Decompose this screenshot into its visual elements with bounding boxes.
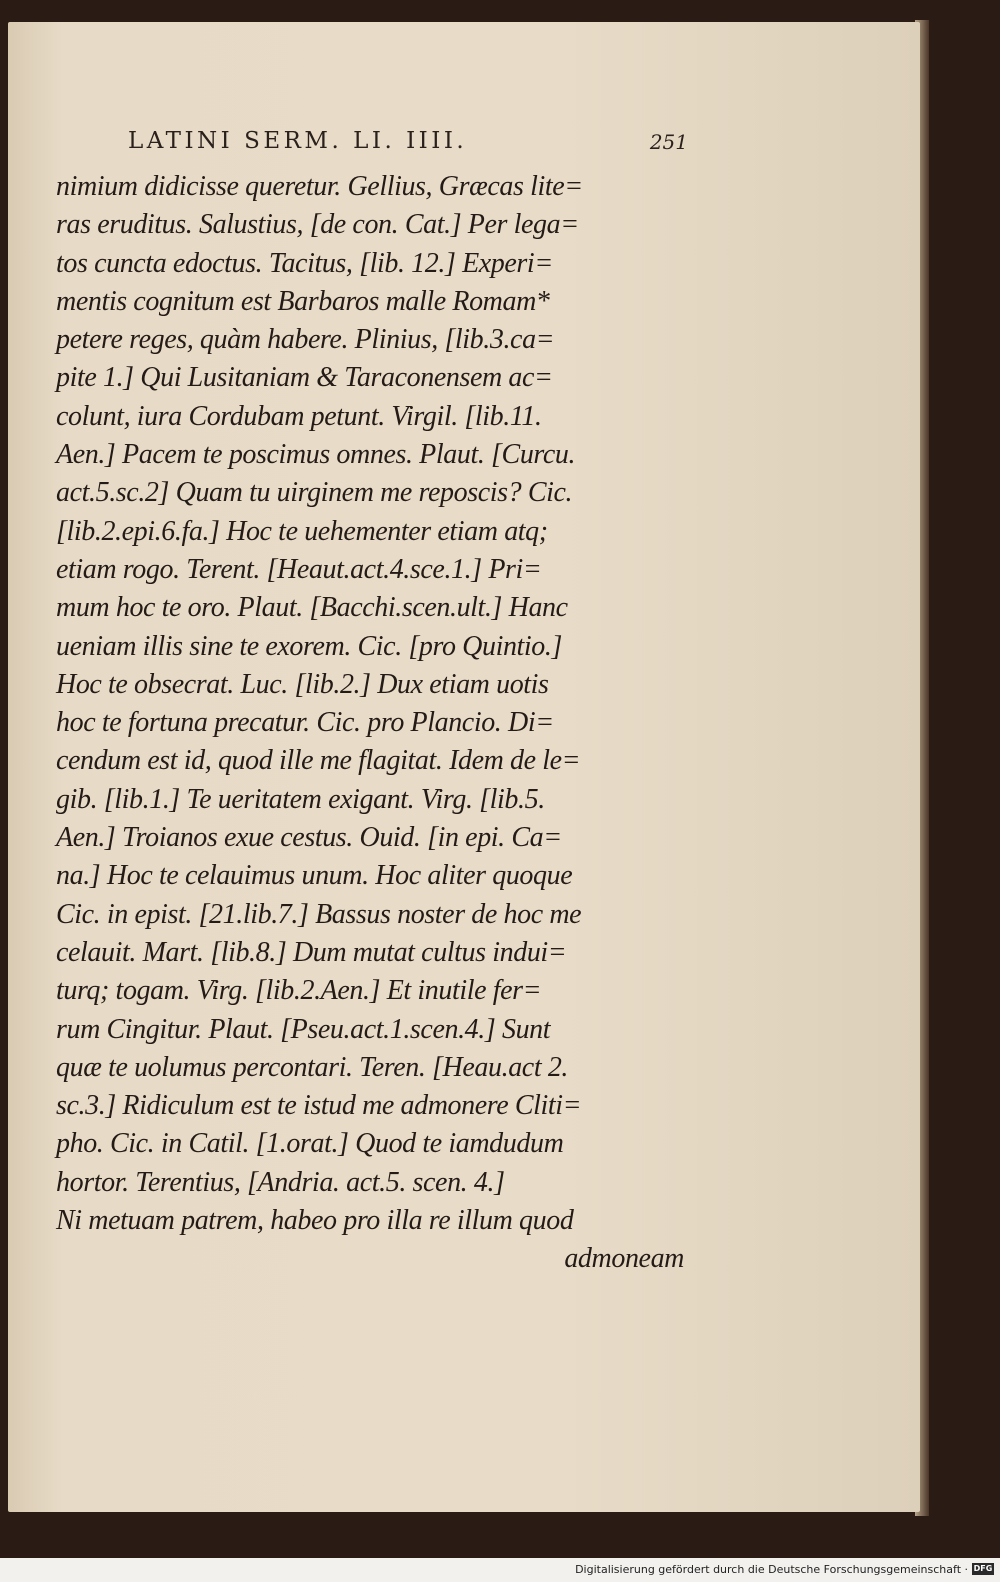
text-line: na.] Hoc te celauimus unum. Hoc aliter quoque: [56, 860, 573, 892]
text-line: Cic. in epist. [21.lib.7.] Bassus noster de hoc me: [56, 898, 582, 930]
text-line: pite 1.] Qui Lusitaniam & Taraconensem ac=: [56, 362, 553, 394]
text-line: ueniam illis sine te exorem. Cic. [pro Quintio.]: [56, 630, 563, 662]
text-line: Hoc te obsecrat. Luc. [lib.2.] Dux etiam uotis: [56, 668, 549, 700]
running-header: [128, 128, 688, 162]
text-line: Aen.] Pacem te poscimus omnes. Plaut. [Curcu.: [56, 439, 576, 471]
text-block: [56, 168, 684, 1279]
text-line: celauit. Mart. [lib.8.] Dum mutat cultus indui=: [56, 936, 567, 968]
text-line: hoc te fortuna precatur. Cic. pro Plancio. Di=: [56, 707, 554, 739]
funding-credit: Digitalisierung gefördert durch die Deutsche Forschungsgemeinschaft ·: [575, 1563, 968, 1576]
page-number: 251: [649, 130, 688, 154]
text-line: Aen.] Troianos exue cestus. Ouid. [in epi. Ca=: [56, 822, 562, 854]
text-line: mum hoc te oro. Plaut. [Bacchi.scen.ult.] Hanc: [56, 592, 568, 624]
catchword: admoneam: [564, 1243, 684, 1275]
running-title: LATINI SERM. LI. IIII.: [128, 128, 468, 154]
text-line: act.5.sc.2] Quam tu uirginem me reposcis? Cic.: [56, 477, 573, 509]
digitization-footer: [0, 1558, 1000, 1582]
text-line: turq; togam. Virg. [lib.2.Aen.] Et inutile fer=: [56, 975, 542, 1007]
text-line: hortor. Terentius, [Andria. act.5. scen. 4.]: [56, 1166, 505, 1198]
text-line: etiam rogo. Terent. [Heaut.act.4.sce.1.] Pri=: [56, 553, 542, 585]
text-line: quæ te uolumus percontari. Teren. [Heau.act 2.: [56, 1051, 569, 1083]
text-line: Ni metuam patrem, habeo pro illa re illum quod: [56, 1205, 574, 1237]
text-line: gib. [lib.1.] Te ueritatem exigant. Virg. [lib.5.: [56, 783, 545, 815]
text-line: sc.3.] Ridiculum est te istud me admonere Cliti=: [56, 1090, 582, 1122]
text-line: colunt, iura Cordubam petunt. Virgil. [lib.11.: [56, 400, 542, 432]
text-line: [lib.2.epi.6.fa.] Hoc te uehementer etiam atq;: [56, 515, 548, 547]
text-line: mentis cognitum est Barbaros malle Romam*: [56, 285, 550, 317]
text-line: petere reges, quàm habere. Plinius, [lib.3.ca=: [56, 324, 555, 356]
text-line: rum Cingitur. Plaut. [Pseu.act.1.scen.4.] Sunt: [56, 1013, 551, 1045]
text-line: ras eruditus. Salustius, [de con. Cat.] Per lega=: [56, 209, 579, 241]
text-line: pho. Cic. in Catil. [1.orat.] Quod te iamdudum: [56, 1128, 564, 1160]
text-line: nimium didicisse queretur. Gellius, Græcas lite=: [56, 171, 583, 202]
dfg-logo-icon: DFG: [973, 1564, 993, 1573]
text-line: cendum est id, quod ille me flagitat. Idem de le=: [56, 745, 581, 777]
text-line: tos cuncta edoctus. Tacitus, [lib. 12.] Experi=: [56, 247, 553, 279]
